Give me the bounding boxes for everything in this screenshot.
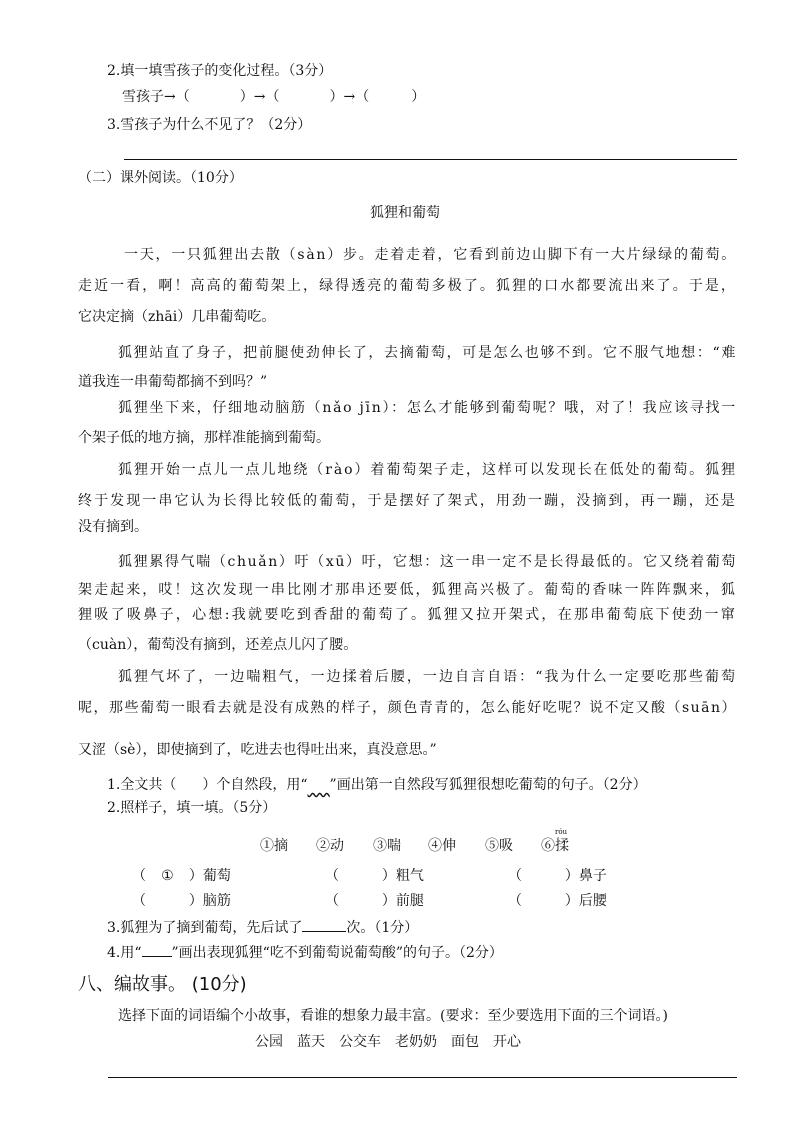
wavy-line-icon <box>308 775 330 795</box>
passage-line: 狐狸站直了身子，把前腿使劲伸长了，去摘葡萄，可是怎么也够不到。它不服气地想：“难 <box>118 345 737 361</box>
count-blank[interactable] <box>302 917 346 932</box>
q1-text: 1.全文共（ <box>107 777 177 793</box>
passage-line: 一天，一只狐狸出去散（sàn）步。走着走着，它看到前边山脚下有一大片绿绿的葡萄。 <box>124 247 737 263</box>
q3-text: 次。（1分） <box>346 920 419 936</box>
q4-text: 4.用“ <box>107 945 142 961</box>
fill-word: 前腿 <box>395 893 424 909</box>
answer-line[interactable] <box>124 159 737 160</box>
fill-word: 后腰 <box>578 893 607 909</box>
passage-line: 道我连一串葡萄都摘不到吗？” <box>78 374 268 390</box>
verb-options <box>0 828 793 860</box>
reading1-q3: 3.雪孩子为什么不见了？（2分） <box>107 117 312 133</box>
chain-part: ）→（ <box>239 89 280 105</box>
word: 老奶奶 <box>395 1034 437 1050</box>
section8-instruction: 选择下面的词语编个小故事，看谁的想象力最丰富。(要求：至少要选用下面的三个词语。) <box>118 1008 668 1024</box>
passage-title: 狐狸和葡萄 <box>370 205 440 221</box>
reading2-q2: 2.照样子，填一填。（5分） <box>107 800 277 816</box>
passage-line: 狐狸开始一点儿一点儿地绕（rào）着葡萄架子走，这样可以发现长在低处的葡萄。狐狸 <box>118 462 737 478</box>
reading2-q1 <box>107 775 647 795</box>
fill-item[interactable]: （ ）鼻子 <box>508 868 607 884</box>
chain-part: 雪孩子→（ <box>122 89 190 105</box>
option: ④伸 <box>428 838 456 854</box>
reading1-q2: 2.填一填雪孩子的变化过程。（3分） <box>107 63 333 79</box>
word: 面包 <box>451 1034 479 1050</box>
word: 开心 <box>493 1034 521 1050</box>
reading2-q4 <box>107 942 503 963</box>
section8-heading: 八、编故事。 (10分) <box>78 974 247 995</box>
q1-text: ”画出第一自然段写狐狸很想吃葡萄的句子。（2分） <box>329 777 647 793</box>
chain-part: ） <box>411 89 426 105</box>
reading2-q3 <box>107 917 418 938</box>
q4-text: ”画出表现狐狸“吃不到葡萄说葡萄酸”的句子。（2分） <box>171 945 503 961</box>
passage-line: 狸吸了吸鼻子，心想:我就要吃到香甜的葡萄了。狐狸又拉开架式，在那串葡萄底下使劲一窜 <box>78 607 738 623</box>
option: ⑥揉 <box>541 838 569 854</box>
fill-word: 鼻子 <box>578 868 607 884</box>
passage-line: 狐狸坐下来，仔细地动脑筋（nǎo jīn）：怎么才能够到葡萄呢？哦，对了！我应该寻找一 <box>118 400 737 416</box>
passage-line: 走近一看，啊！高高的葡萄架上，绿得透亮的葡萄多极了。狐狸的口水都要流出来了。于是， <box>78 278 737 294</box>
fill-answer: ① <box>161 868 174 884</box>
option: ⑤吸 <box>485 838 513 854</box>
word: 公交车 <box>339 1034 381 1050</box>
straight-line-icon <box>142 942 172 957</box>
word: 蓝天 <box>297 1034 325 1050</box>
chain-part: ）→（ <box>329 89 370 105</box>
passage-line: 个架子低的地方摘，那样准能摘到葡萄。 <box>78 430 330 446</box>
fill-item[interactable]: （ ）粗气 <box>325 868 424 884</box>
q1-text: ）个自然段，用“ <box>202 777 308 793</box>
fill-item[interactable]: （ ）前腿 <box>325 893 424 909</box>
passage-line: 狐狸气坏了，一边喘粗气，一边揉着后腰，一边自言自语：“我为什么一定要吃那些葡萄 <box>118 669 737 685</box>
word: 公园 <box>255 1034 283 1050</box>
fill-word: 葡萄 <box>202 868 231 884</box>
option: ③喘 <box>373 838 401 854</box>
passage-line: 呢，那些葡萄一眼看去就是没有成熟的样子，颜色青青的，怎么能好吃呢？说不定又酸（suān） <box>78 700 737 716</box>
passage-line: （cuàn），葡萄没有摘到，还差点儿闪了腰。 <box>78 637 358 653</box>
fill-item[interactable]: （ ）脑筋 <box>132 893 231 909</box>
passage-line: 它决定摘（zhāi）几串葡萄吃。 <box>78 309 276 325</box>
fill-word: 脑筋 <box>202 893 231 909</box>
writing-line[interactable] <box>108 1077 737 1078</box>
passage-line: 终于发现一串它认为长得比较低的葡萄，于是摆好了架式，用劲一蹦，没摘到，再一蹦，还是 <box>78 493 737 509</box>
passage-line: 狐狸累得气喘（chuǎn）吁（xū）吁，它想：这一串一定不是长得最低的。它又绕着葡萄 <box>118 554 737 570</box>
section-heading: （二）课外阅读。（10分） <box>78 170 243 186</box>
option: ①摘 <box>260 838 288 854</box>
option: ②动 <box>316 838 344 854</box>
passage-line: 架走起来，哎！这次发现一串比刚才那串还要低，狐狸高兴极了。葡萄的香味一阵阵飘来，狐 <box>78 582 737 598</box>
change-chain <box>122 87 425 107</box>
fill-item[interactable]: （ ）后腰 <box>508 893 607 909</box>
pinyin-ruby: róu <box>555 828 568 836</box>
passage-line: 没有摘到。 <box>78 519 148 535</box>
q3-text: 3.狐狸为了摘到葡萄，先后试了 <box>107 920 303 936</box>
fill-item[interactable]: （ ① ）葡萄 <box>132 868 231 884</box>
passage-line: 又涩（sè），即使摘到了，吃进去也得吐出来，真没意思。” <box>78 742 437 758</box>
fill-word: 粗气 <box>395 868 424 884</box>
word-list <box>255 1032 521 1052</box>
